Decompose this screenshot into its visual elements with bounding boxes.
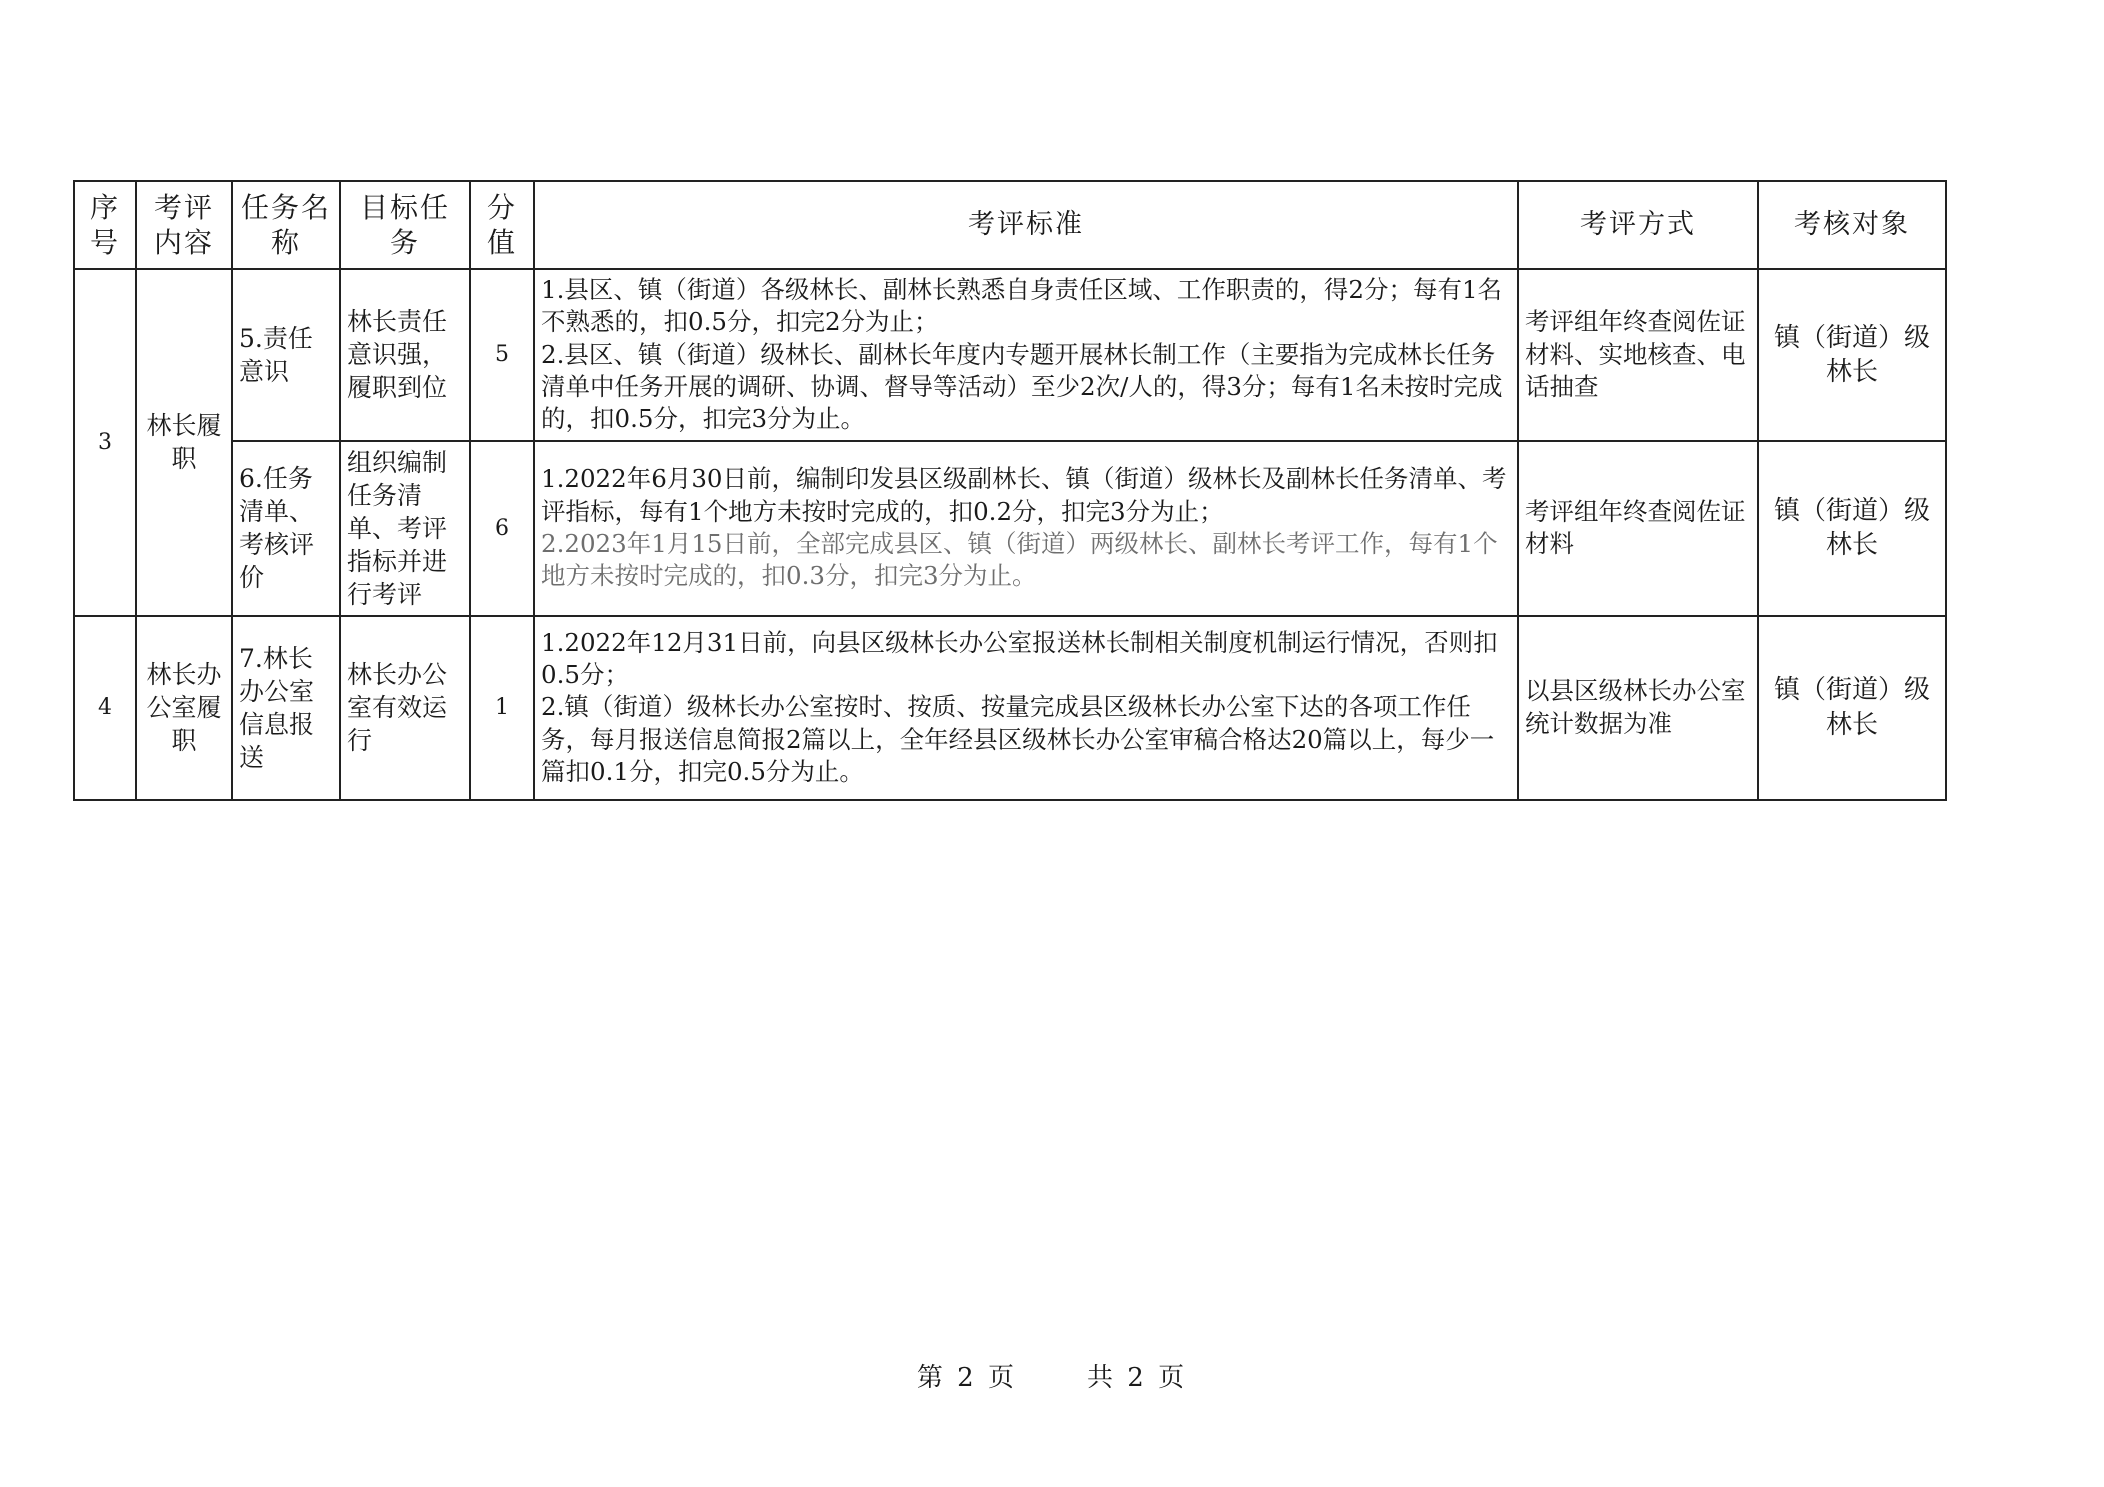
row-score: 1 xyxy=(470,616,534,800)
table-row xyxy=(74,269,1946,441)
header-target: 目标任务 xyxy=(340,181,470,269)
row-score: 5 xyxy=(470,269,534,441)
header-criteria: 考评标准 xyxy=(534,181,1518,269)
header-score: 分值 xyxy=(470,181,534,269)
table-header-row xyxy=(74,181,1946,269)
row-method: 考评组年终查阅佐证材料、实地核查、电话抽查 xyxy=(1518,269,1758,441)
criteria-item: 1.2022年12月31日前，向县区级林长办公室报送林长制相关制度机制运行情况，否则扣0.5分； xyxy=(541,627,1498,690)
row-criteria xyxy=(534,269,1518,441)
criteria-item: 2.镇（街道）级林长办公室按时、按质、按量完成县区级林长办公室下达的各项工作任务，每月报送信息简报2篇以上，全年经县区级林长办公室审稿合格达20篇以上，每少一篇扣0.1分，扣完0.5分为止。 xyxy=(541,692,1495,787)
page-total: 共 2 页 xyxy=(1087,1363,1188,1393)
row-task: 5.责任意识 xyxy=(232,269,340,441)
criteria-item: 2.县区、镇（街道）级林长、副林长年度内专题开展林长制工作（主要指为完成林长任务清单中任务开展的调研、协调、督导等活动）至少2次/人的，得3分；每有1名未按时完成的，扣0.5分，扣完3分为止。 xyxy=(541,339,1503,434)
row-object: 镇（街道）级林长 xyxy=(1758,269,1946,441)
row-task: 6.任务清单、考核评价 xyxy=(232,441,340,616)
row-target: 林长办公室有效运行 xyxy=(340,616,470,800)
row-content: 林长办公室履职 xyxy=(136,616,232,800)
row-seq: 3 xyxy=(74,269,136,616)
criteria-item: 1.县区、镇（街道）各级林长、副林长熟悉自身责任区域、工作职责的，得2分；每有1名不熟悉的，扣0.5分，扣完2分为止； xyxy=(541,275,1503,337)
row-object: 镇（街道）级林长 xyxy=(1758,441,1946,616)
row-criteria xyxy=(534,616,1518,800)
header-task: 任务名称 xyxy=(232,181,340,269)
page-number: 第 2 页 xyxy=(916,1363,1017,1393)
page-footer xyxy=(0,1357,2104,1394)
criteria-item: 2.2023年1月15日前，全部完成县区、镇（街道）两级林长、副林长考评工作，每有1个地方未按时完成的，扣0.3分，扣完3分为止。 xyxy=(541,529,1498,591)
row-score: 6 xyxy=(470,441,534,616)
table-row xyxy=(74,441,1946,616)
row-object: 镇（街道）级林长 xyxy=(1758,616,1946,800)
row-task: 7.林长办公室信息报送 xyxy=(232,616,340,800)
header-object: 考核对象 xyxy=(1758,181,1946,269)
row-method: 考评组年终查阅佐证材料 xyxy=(1518,441,1758,616)
row-content: 林长履职 xyxy=(136,269,232,616)
criteria-item: 1.2022年6月30日前，编制印发县区级副林长、镇（街道）级林长及副林长任务清单、考评指标，每有1个地方未按时完成的，扣0.2分，扣完3分为止； xyxy=(541,464,1507,526)
header-method: 考评方式 xyxy=(1518,181,1758,269)
row-target: 林长责任意识强，履职到位 xyxy=(340,269,470,441)
row-method: 以县区级林长办公室统计数据为准 xyxy=(1518,616,1758,800)
assessment-table xyxy=(73,180,1947,801)
row-seq: 4 xyxy=(74,616,136,800)
header-seq: 序号 xyxy=(74,181,136,269)
row-criteria xyxy=(534,441,1518,616)
table-row xyxy=(74,616,1946,800)
header-content: 考评内容 xyxy=(136,181,232,269)
row-target: 组织编制任务清单、考评指标并进行考评 xyxy=(340,441,470,616)
